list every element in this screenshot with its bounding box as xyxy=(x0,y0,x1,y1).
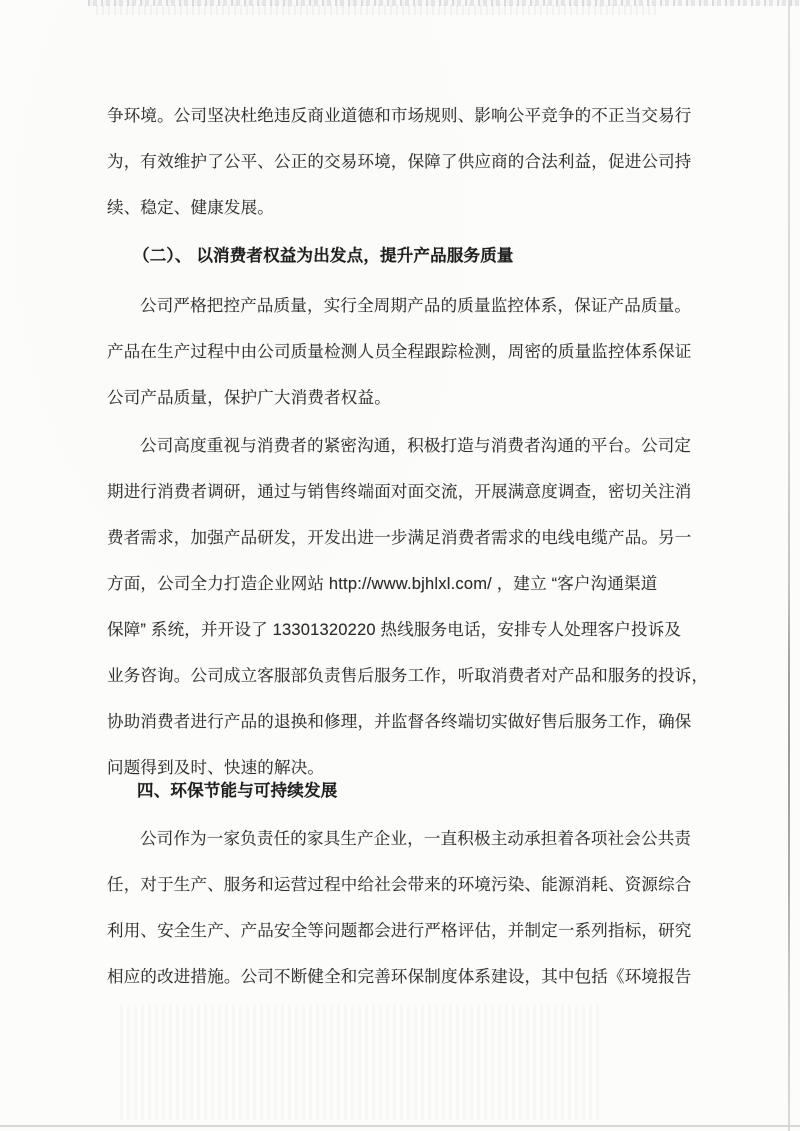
text-line: 公司产品质量，保护广大消费者权益。 xyxy=(107,389,391,407)
text-line: 产品在生产过程中由公司质量检测人员全程跟踪检测，周密的质量监控体系保证 xyxy=(107,343,692,361)
text-line: 公司高度重视与消费者的紧密沟通，积极打造与消费者沟通的平台。公司定 xyxy=(140,437,692,455)
heading-text: （二）、 以消费者权益为出发点，提升产品服务质量 xyxy=(133,247,514,265)
paragraph-consumer-communication xyxy=(107,423,709,791)
text-line: 问题得到及时、快速的解决。 xyxy=(107,759,325,777)
text-line: 协助消费者进行产品的退换和修理，并监督各终端切实做好售后服务工作，确保 xyxy=(107,713,692,731)
scan-artifact-right-line xyxy=(788,0,790,1131)
text-line: 争环境。公司坚决杜绝违反商业道德和市场规则、影响公平竞争的不正当交易行 xyxy=(107,107,692,125)
scan-artifact-top-edge-fade xyxy=(96,5,656,15)
text-line: 利用、安全生产、产品安全等问题都会进行严格评估，并制定一系列指标，研究 xyxy=(107,922,692,940)
section-heading-consumer-rights xyxy=(107,233,717,279)
scan-artifact-bottom-edge xyxy=(0,1125,800,1127)
paragraph-environment-responsibility xyxy=(107,816,691,1000)
text-line: 业务咨询。公司成立客服部负责售后服务工作，听取消费者对产品和服务的投诉， xyxy=(107,667,709,685)
text-line-with-url: 方面，公司全力打造企业网站 http://www.bjhlxl.com/ ，建立 “客户沟通渠道 xyxy=(107,575,658,593)
text-line: 续、稳定、健康发展。 xyxy=(107,199,274,217)
paragraph-fair-trade xyxy=(107,93,691,231)
text-line: 任，对于生产、服务和运营过程中给社会带来的环境污染、能源消耗、资源综合 xyxy=(107,876,692,894)
scan-artifact-bottom-texture xyxy=(120,1005,600,1120)
text-line: 相应的改进措施。公司不断健全和完善环保制度体系建设，其中包括《环境报告 xyxy=(107,968,692,986)
text-line: 为，有效维护了公平、公正的交易环境，保障了供应商的合法利益，促进公司持 xyxy=(107,153,692,171)
paragraph-quality-control xyxy=(107,283,691,421)
text-line: 公司严格把控产品质量，实行全周期产品的质量监控体系，保证产品质量。 xyxy=(140,297,692,315)
scan-artifact-top-edge xyxy=(88,0,800,6)
heading-text: 四、环保节能与可持续发展 xyxy=(137,782,338,800)
text-line: 公司作为一家负责任的家具生产企业，一直积极主动承担着各项社会公共责 xyxy=(140,830,692,848)
text-line-with-phone: 保障” 系统，并开设了 13301320220 热线服务电话，安排专人处理客户投诉及 xyxy=(107,621,682,639)
section-heading-environment xyxy=(107,768,721,814)
text-line: 期进行消费者调研，通过与销售终端面对面交流，开展满意度调查，密切关注消 xyxy=(107,483,692,501)
text-line: 费者需求，加强产品研发，开发出进一步满足消费者需求的电线电缆产品。另一 xyxy=(107,529,692,547)
